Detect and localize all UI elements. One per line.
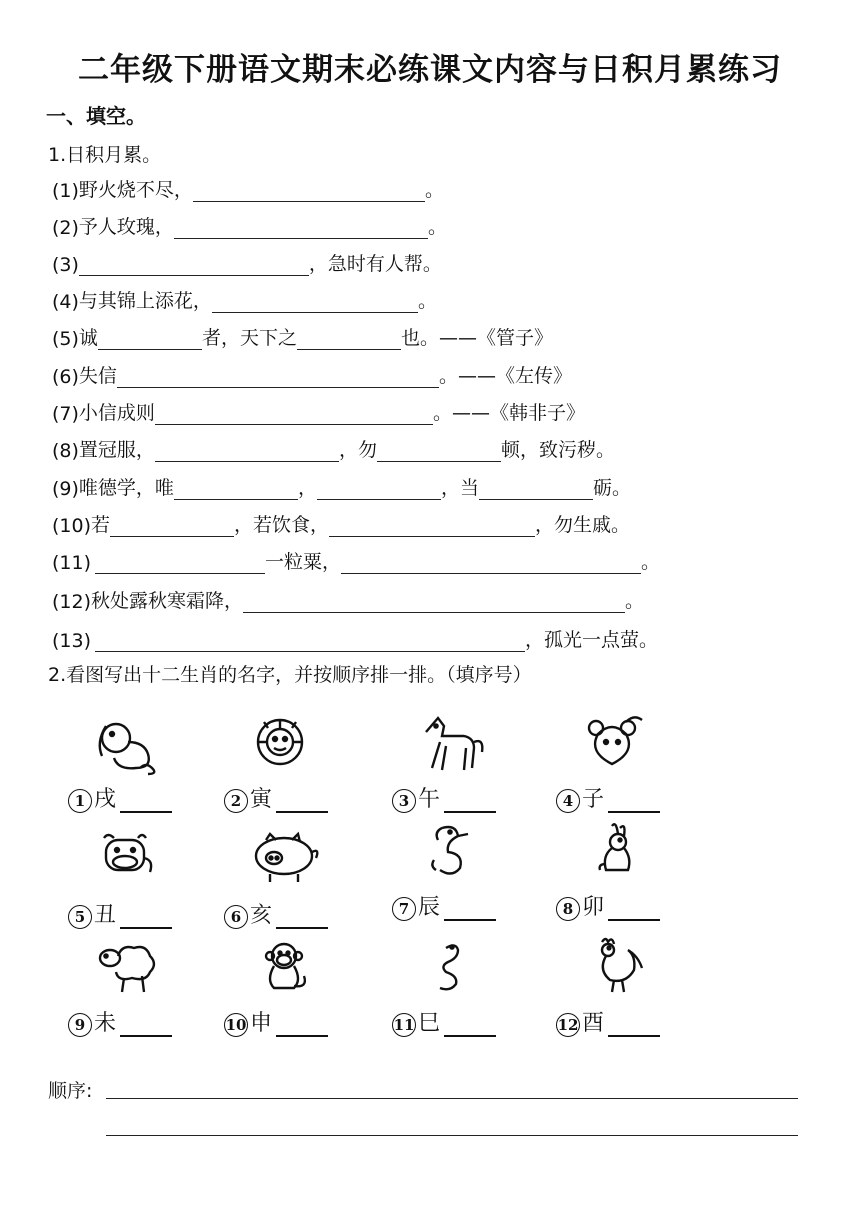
zodiac-number: 3	[392, 789, 416, 813]
answer-blank[interactable]	[95, 551, 265, 574]
zodiac-number: 12	[556, 1013, 580, 1037]
item-text: 。	[427, 216, 447, 238]
answer-blank[interactable]	[98, 327, 202, 350]
horse-icon	[412, 712, 492, 778]
zodiac-item-dog	[68, 712, 218, 822]
order-label: 顺序:	[48, 1080, 93, 1102]
answer-blank[interactable]	[95, 629, 525, 652]
fill-item-10	[52, 507, 630, 537]
zodiac-answer-blank[interactable]	[120, 791, 172, 813]
question-2-heading: 2.看图写出十二生肖的名字，并按顺序排一排。（填序号）	[48, 664, 532, 686]
item-text: ，急时有人帮。	[308, 253, 442, 275]
fill-item-7	[52, 395, 585, 425]
zodiac-item-rabbit	[556, 820, 706, 930]
item-text: 顿，致污秽。	[500, 439, 615, 461]
item-text: 予人玫瑰，	[78, 216, 174, 238]
zodiac-item-mouse	[556, 712, 706, 822]
rabbit-icon	[576, 820, 656, 886]
item-number: (9)	[52, 478, 79, 500]
zodiac-name: 亥	[250, 903, 273, 928]
fill-item-13	[52, 622, 658, 652]
item-text: 若	[91, 514, 111, 536]
item-text: 秋处露秋寒霜降，	[91, 590, 244, 612]
item-number: (13)	[52, 630, 92, 652]
zodiac-answer-blank[interactable]	[608, 899, 660, 921]
zodiac-name: 子	[582, 787, 605, 812]
answer-blank[interactable]	[479, 477, 593, 500]
fill-item-2	[52, 209, 447, 239]
item-text: ，	[297, 477, 317, 499]
zodiac-item-sheep	[68, 936, 218, 1046]
item-number: (12)	[52, 591, 92, 613]
item-text: ，当	[440, 477, 479, 499]
zodiac-name: 午	[418, 787, 441, 812]
item-number: (3)	[52, 254, 79, 276]
answer-blank[interactable]	[212, 290, 418, 313]
answer-blank[interactable]	[297, 327, 401, 350]
item-number: (1)	[52, 180, 79, 202]
sheep-icon	[88, 936, 168, 1002]
dragon-icon	[412, 820, 492, 886]
item-text: 。	[424, 179, 444, 201]
zodiac-name: 巳	[418, 1011, 441, 1036]
monkey-icon	[244, 936, 324, 1002]
section-heading: 一、填空。	[46, 104, 146, 128]
zodiac-name: 丑	[94, 903, 117, 928]
zodiac-item-rooster	[556, 936, 706, 1046]
zodiac-answer-blank[interactable]	[276, 1015, 328, 1037]
zodiac-answer-blank[interactable]	[276, 907, 328, 929]
item-text: 唯德学，唯	[78, 477, 174, 499]
zodiac-item-tiger	[224, 712, 374, 822]
dog-icon	[88, 712, 168, 778]
zodiac-name: 辰	[418, 895, 441, 920]
zodiac-number: 11	[392, 1013, 416, 1037]
answer-blank[interactable]	[79, 253, 309, 276]
item-text: 砺。	[592, 477, 631, 499]
question-1-heading: 1.日积月累。	[48, 144, 162, 166]
zodiac-number: 10	[224, 1013, 248, 1037]
fill-item-6	[52, 358, 572, 388]
fill-item-12	[52, 583, 644, 613]
zodiac-number: 7	[392, 897, 416, 921]
zodiac-number: 2	[224, 789, 248, 813]
item-text: 。——《韩非子》	[432, 402, 585, 424]
fill-item-9	[52, 470, 631, 500]
item-text: 一粒粟，	[265, 551, 342, 573]
zodiac-name: 酉	[582, 1011, 605, 1036]
item-text: ，勿生戚。	[535, 514, 631, 536]
item-text: 。	[625, 590, 645, 612]
zodiac-answer-blank[interactable]	[120, 907, 172, 929]
item-text: 小信成则	[78, 402, 155, 424]
item-number: (2)	[52, 217, 79, 239]
item-number: (7)	[52, 403, 79, 425]
answer-blank[interactable]	[377, 439, 501, 462]
zodiac-number: 1	[68, 789, 92, 813]
zodiac-answer-blank[interactable]	[608, 1015, 660, 1037]
zodiac-item-pig	[224, 828, 374, 938]
answer-blank[interactable]	[110, 514, 234, 537]
fill-item-1	[52, 172, 444, 202]
zodiac-answer-blank[interactable]	[444, 791, 496, 813]
mouse-icon	[576, 712, 656, 778]
zodiac-item-ox	[68, 828, 218, 938]
zodiac-name: 戌	[94, 787, 117, 812]
fill-item-3	[52, 246, 442, 276]
item-number: (8)	[52, 440, 79, 462]
order-answer-line[interactable]	[106, 1098, 798, 1099]
answer-blank[interactable]	[174, 216, 428, 239]
zodiac-name: 申	[250, 1011, 273, 1036]
item-number: (5)	[52, 328, 79, 350]
order-answer-line[interactable]	[106, 1135, 798, 1136]
answer-blank[interactable]	[193, 179, 425, 202]
item-number: (10)	[52, 515, 92, 537]
ox-icon	[88, 828, 168, 894]
item-text: 。	[417, 290, 437, 312]
zodiac-answer-blank[interactable]	[444, 899, 496, 921]
item-number: (6)	[52, 366, 79, 388]
item-text: ，勿	[338, 439, 377, 461]
item-text: 也。——《管子》	[400, 327, 553, 349]
zodiac-answer-blank[interactable]	[276, 791, 328, 813]
fill-item-4	[52, 283, 437, 313]
answer-blank[interactable]	[117, 365, 439, 388]
zodiac-answer-blank[interactable]	[120, 1015, 172, 1037]
fill-item-5	[52, 320, 553, 350]
answer-blank[interactable]	[155, 439, 339, 462]
item-text: 。——《左传》	[438, 365, 572, 387]
zodiac-number: 6	[224, 905, 248, 929]
zodiac-answer-blank[interactable]	[608, 791, 660, 813]
item-text: 置冠服，	[78, 439, 155, 461]
answer-blank[interactable]	[155, 402, 433, 425]
fill-item-8	[52, 432, 615, 462]
zodiac-item-monkey	[224, 936, 374, 1046]
zodiac-number: 9	[68, 1013, 92, 1037]
item-text: 野火烧不尽，	[78, 179, 193, 201]
answer-blank[interactable]	[243, 590, 625, 613]
item-text: 失信	[78, 365, 117, 387]
zodiac-number: 8	[556, 897, 580, 921]
fill-item-11	[52, 544, 660, 574]
zodiac-item-dragon	[392, 820, 542, 930]
snake-icon	[412, 936, 492, 1002]
pig-icon	[244, 828, 324, 894]
answer-blank[interactable]	[329, 514, 535, 537]
answer-blank[interactable]	[317, 477, 441, 500]
item-text: 。	[641, 551, 661, 573]
item-text: 者，天下之	[201, 327, 297, 349]
answer-blank[interactable]	[174, 477, 298, 500]
item-text: ，孤光一点萤。	[525, 629, 659, 651]
item-number: (4)	[52, 291, 79, 313]
zodiac-number: 4	[556, 789, 580, 813]
answer-blank[interactable]	[341, 551, 641, 574]
zodiac-answer-blank[interactable]	[444, 1015, 496, 1037]
zodiac-name: 卯	[582, 895, 605, 920]
zodiac-number: 5	[68, 905, 92, 929]
zodiac-name: 未	[94, 1011, 117, 1036]
tiger-icon	[244, 712, 324, 778]
zodiac-item-horse	[392, 712, 542, 822]
rooster-icon	[576, 936, 656, 1002]
item-text: 诚	[78, 327, 98, 349]
item-text: 与其锦上添花，	[78, 290, 212, 312]
zodiac-item-snake	[392, 936, 542, 1046]
zodiac-name: 寅	[250, 787, 273, 812]
page-title: 二年级下册语文期末必练课文内容与日积月累练习	[78, 52, 782, 88]
item-text: ，若饮食，	[234, 514, 330, 536]
item-number: (11)	[52, 552, 92, 574]
